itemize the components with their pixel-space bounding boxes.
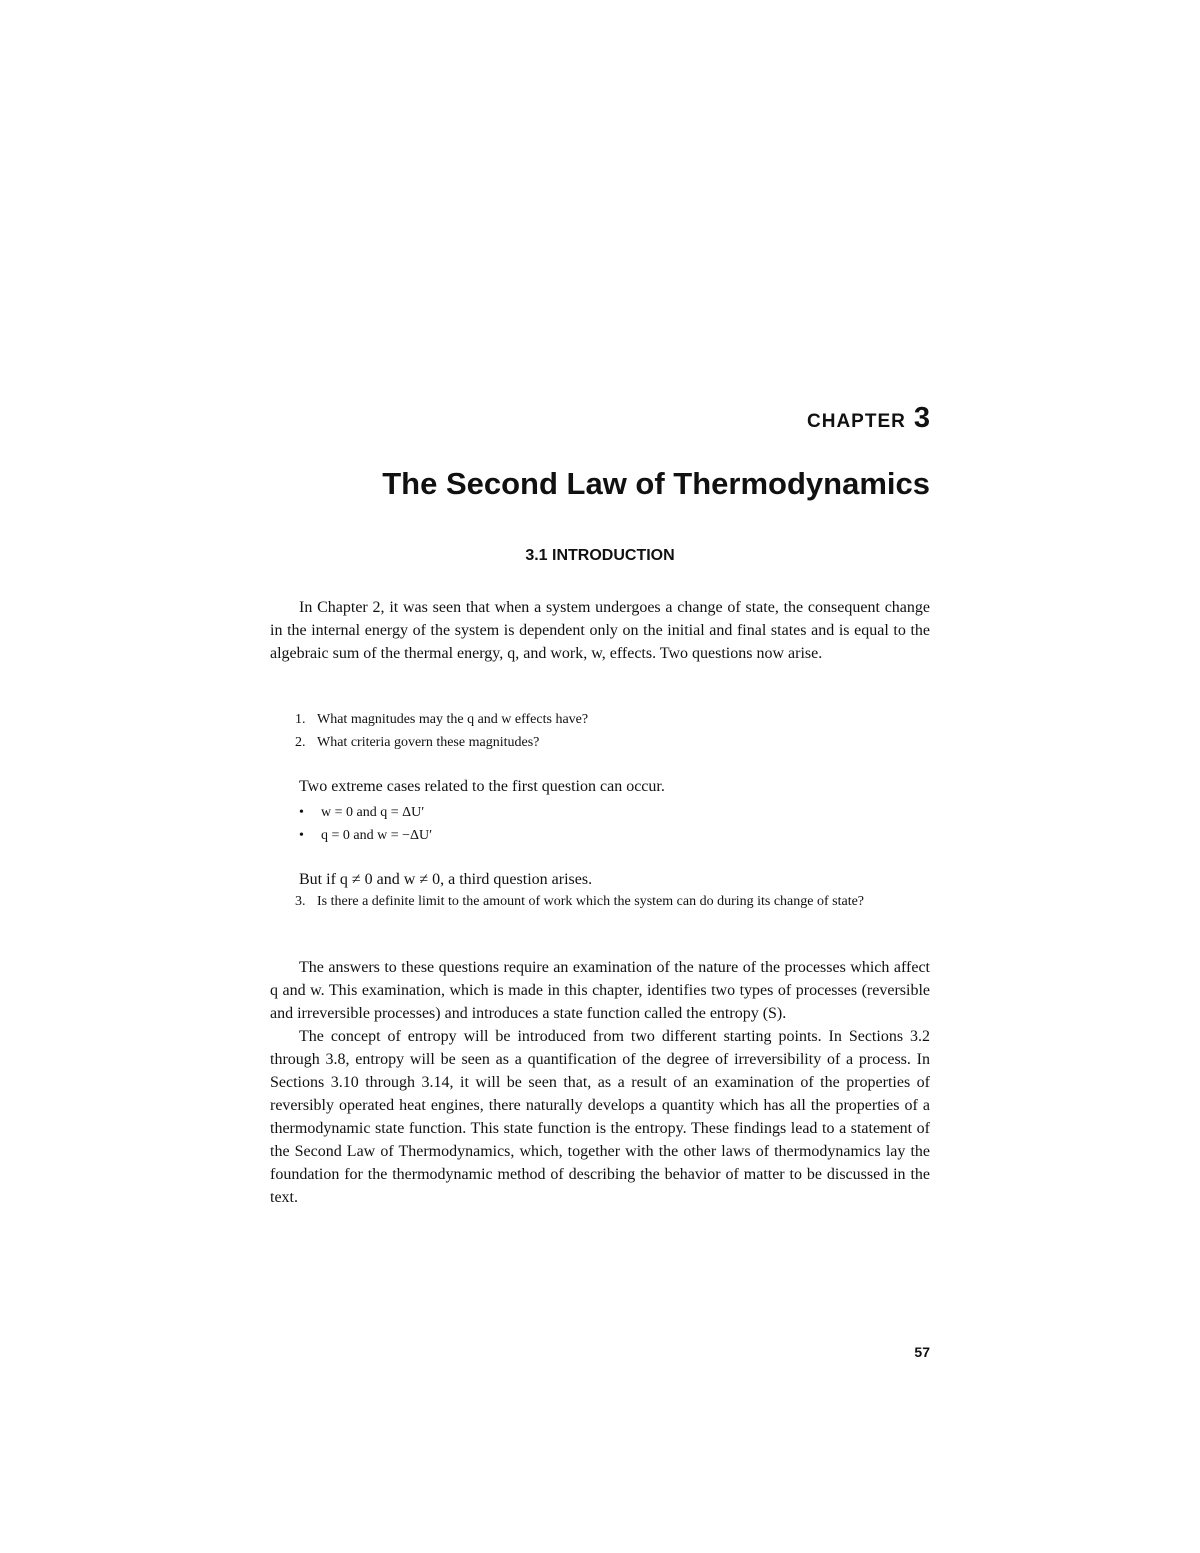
list-marker: 3. — [295, 894, 306, 909]
list-item — [299, 801, 919, 824]
chapter-label — [807, 402, 930, 435]
list-marker: 2. — [295, 735, 306, 750]
question-2: What criteria govern these magnitudes? — [317, 735, 540, 750]
list-item — [295, 890, 910, 913]
question-3: Is there a definite limit to the amount of work which the system can do during its change of state? — [317, 894, 865, 909]
list-item — [295, 708, 915, 731]
paragraph-2: Two extreme cases related to the first question can occur. — [299, 778, 665, 795]
bullet-2: q = 0 and w = −ΔU′ — [321, 828, 433, 843]
paragraph-3: But if q ≠ 0 and w ≠ 0, a third question arises. — [299, 871, 593, 888]
bullet-1: w = 0 and q = ΔU′ — [321, 805, 425, 820]
paragraph-4: The answers to these questions require an examination of the nature of the processes which affect q and w. This examination, which is made in this chapter, identifies two types of processes (reversible and irreversible processes) and introduces a state function called the entropy (S). — [270, 959, 930, 1022]
paragraph-1: In Chapter 2, it was seen that when a system undergoes a change of state, the consequent change in the internal energy of the system is dependent only on the initial and final states and is equal to the algebraic sum of the thermal energy, q, and work, w, effects. Two questions now arise. — [270, 599, 930, 662]
bullet-icon: • — [299, 828, 304, 843]
page-number: 57 — [914, 1344, 930, 1360]
intro-paragraph — [270, 596, 930, 665]
section-heading: 3.1 INTRODUCTION — [525, 547, 675, 564]
main-text — [270, 956, 930, 1209]
question-list-2 — [295, 890, 910, 913]
chapter-number: 3 — [913, 402, 930, 434]
question-list-1 — [295, 708, 915, 754]
list-marker: 1. — [295, 712, 306, 727]
chapter-label-text: CHAPTER — [807, 411, 906, 432]
bullet-icon: • — [299, 805, 304, 820]
chapter-title: The Second Law of Thermodynamics — [382, 466, 930, 501]
list-item — [299, 824, 919, 847]
list-item — [295, 731, 915, 754]
paragraph-5: The concept of entropy will be introduced from two different starting points. In Sections 3.2 through 3.8, entropy will be seen as a quantification of the degree of irreversibility of a process. In Sections 3.10 through 3.14, it will be seen that, as a result of an examination of the properties of reversibly operated heat engines, there naturally develops a quantity which has all the properties of a thermodynamic state function. This state function is the entropy. These findings lead to a statement of the Second Law of Thermodynamics, which, together with the other laws of thermodynamics lay the foundation for the thermodynamic method of describing the behavior of matter to be discussed in the text. — [270, 1028, 930, 1206]
question-1: What magnitudes may the q and w effects have? — [317, 712, 589, 727]
bullet-list — [299, 801, 919, 847]
